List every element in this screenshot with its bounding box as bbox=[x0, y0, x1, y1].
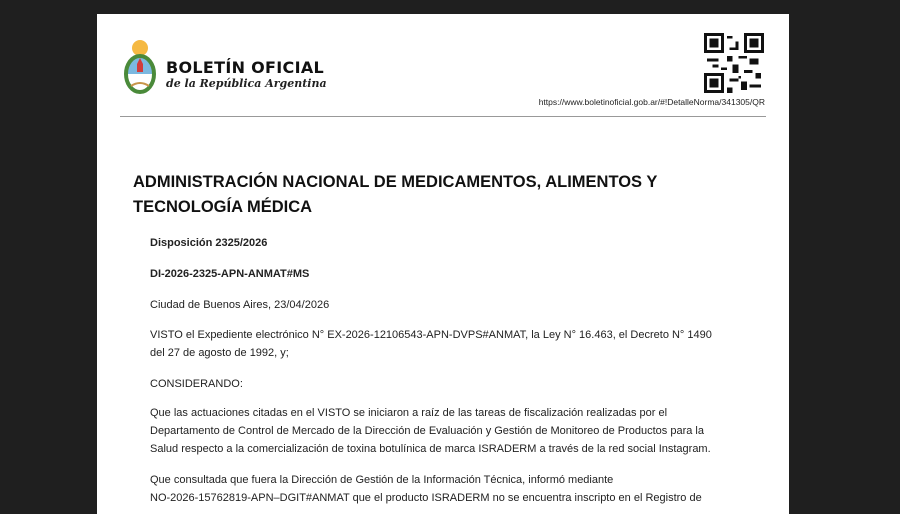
paragraph-1 bbox=[150, 404, 711, 458]
disposition-code: DI-2026-2325-APN-ANMAT#MS bbox=[150, 268, 310, 280]
agency-heading bbox=[133, 170, 657, 220]
disposition-number: Disposición 2325/2026 bbox=[150, 237, 268, 249]
text-line: NO-2026-15762819-APN–DGIT#ANMAT que el producto ISRADERM no se encuentra inscripto en el Registro de bbox=[150, 492, 702, 504]
agency-heading-line: ADMINISTRACIÓN NACIONAL DE MEDICAMENTOS, ALIMENTOS Y bbox=[133, 173, 658, 191]
document-url[interactable]: https://www.boletinoficial.gob.ar/#!DetalleNorma/341305/QR bbox=[538, 97, 765, 107]
header-divider bbox=[120, 116, 766, 117]
place-date: Ciudad de Buenos Aires, 23/04/2026 bbox=[150, 299, 330, 311]
qr-code-icon bbox=[704, 33, 764, 93]
brand-subtitle: de la República Argentina bbox=[166, 77, 327, 90]
agency-heading-line: TECNOLOGÍA MÉDICA bbox=[133, 198, 313, 216]
brand-title: BOLETÍN OFICIAL bbox=[166, 58, 325, 77]
considerando-heading: CONSIDERANDO: bbox=[150, 378, 243, 390]
text-line: del 27 de agosto de 1992, y; bbox=[150, 347, 289, 359]
text-line: Salud respecto a la comercialización de toxina botulínica de marca ISRADERM a través de la red social Instagram. bbox=[150, 443, 711, 455]
text-line: Que consultada que fuera la Dirección de Gestión de la Información Técnica, informó mediante bbox=[150, 474, 614, 486]
visto-paragraph bbox=[150, 326, 712, 362]
text-line: VISTO el Expediente electrónico N° EX-2026-12106543-APN-DVPS#ANMAT, la Ley N° 16.463, el Decreto N° 1490 bbox=[150, 329, 712, 341]
text-line: Departamento de Control de Mercado de la Dirección de Evaluación y Gestión de Monitoreo de Productos para la bbox=[150, 425, 704, 437]
coat-of-arms-icon bbox=[119, 38, 161, 102]
document-page bbox=[97, 14, 789, 514]
text-line: Que las actuaciones citadas en el VISTO se iniciaron a raíz de las tareas de fiscalización realizadas por el bbox=[150, 407, 668, 419]
paragraph-2 bbox=[150, 471, 702, 507]
